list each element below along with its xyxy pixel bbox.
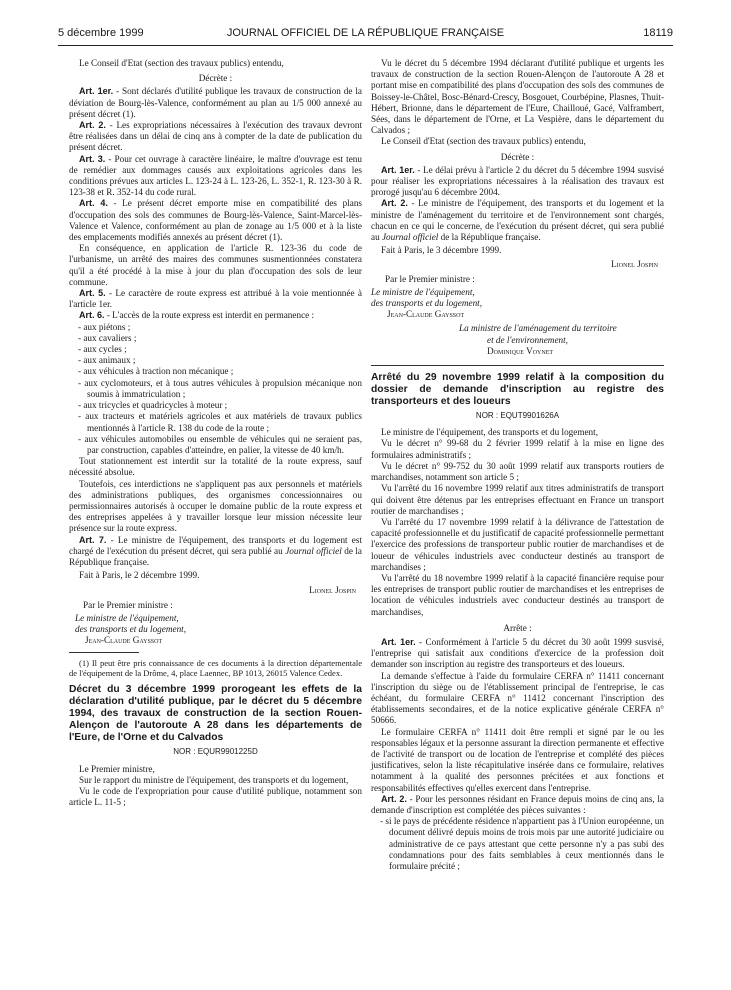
article-text: - Le caractère de route express est attribué à la voie mentionnée à l'article 1er. [69, 288, 362, 310]
article-text: - Le présent décret emporte mise en compatibilité des plans d'occupation des sols des communes de Bourg-lès-Valence, Saint-Marcel-lès-Valence et Valence, conformément au plan de zonage au 1/5 000 et à la liste des emplacements modifiés annexés au présent décret (1). [69, 198, 362, 243]
signature-date: Fait à Paris, le 2 décembre 1999. [79, 570, 200, 581]
article-text: - Conformément à l'article 5 du décret du 30 août 1999 susvisé, l'entreprise qui satisfait aux conditions d'exercice de la profession doit demander son inscription au registre des transporteurs et des loueurs. [371, 636, 664, 670]
journal-name: Journal officiel [285, 545, 342, 556]
list-item: - aux cycles ; [78, 344, 127, 355]
list-item: - aux cavaliers ; [78, 332, 137, 343]
article [69, 120, 362, 154]
list-item: - aux cyclomoteurs, et à tous autres véhicules à propulsion mécanique non soumis à immatriculation ; [78, 377, 362, 399]
list-item: - si le pays de précédente résidence n'appartient pas à l'Union européenne, un document délivré depuis moins de trois mois par une autorité judiciaire ou administrative de ce pays attestant que cette personne n'y a pas subi des condamnations pour des faits semblables à ceux mentionnés dans le formulaire précité ; [380, 816, 664, 871]
paragraph: En conséquence, en application de l'article R. 123-36 du code de l'urbanisme, un arrêté des maires des communes susmentionnées constatera qu'il a été procédé à la mise à jour du plan d'occupation des sols de leur commune. [69, 243, 362, 287]
header-journal-title: JOURNAL OFFICIEL DE LA RÉPUBLIQUE FRANÇAISE [226, 27, 505, 39]
article-text: - Les expropriations nécessaires à l'exécution des travaux devront être réalisées dans un délai de cinq ans à compter de la date de publication du présent décret. [69, 120, 362, 153]
article-label: Art. 2. [381, 793, 407, 804]
article-text: - Sont déclarés d'utilité publique les travaux de construction de la déviation de Bourg-lès-Valence, conformément au plan au 1/5 000 annexé au présent décret (1). [69, 86, 362, 119]
article [69, 198, 362, 243]
paragraph: Le ministre de l'équipement, des transports et du logement, [381, 427, 598, 438]
right-column [371, 58, 664, 872]
paragraph: Tout stationnement est interdit sur la totalité de la route express, sauf nécessité absolue. [69, 456, 362, 478]
minister-title: Le ministre de l'équipement, [371, 286, 475, 297]
paragraph: Sur le rapport du ministre de l'équipement, des transports et du logement, [79, 774, 349, 785]
article-text: - Pour cet ouvrage à caractère linéaire, le maître d'ouvrage est tenu de remédier aux dommages causés aux exploitations agricoles dans les conditions prévues aux articles L. 123-24 à L. 123-26, L. 352-1, R. 123-30 à R. 123-38 et R. 352-14 du code rural. [69, 153, 362, 198]
list-item: - aux véhicules à traction non mécanique ; [78, 366, 234, 377]
article [69, 288, 362, 310]
paragraph: Vu le code de l'expropriation pour cause d'utilité publique, notamment son article L. 11-5 ; [69, 785, 362, 808]
article [69, 535, 362, 569]
article-text: - L'accès de la route express est interdit en permanence : [104, 310, 315, 321]
article [371, 198, 664, 243]
list-item: - aux piétons ; [78, 321, 131, 332]
paragraph: Vu le décret du 5 décembre 1994 déclarant d'utilité publique et urgents les travaux de construction de la section Rouen-Alençon de l'autoroute A 28 et portant mise en compatibilité des plans d'occupation des sols des communes de Boissey-le-Châtel, Bosc-Bénard-Crescy, Bosgouet, Courbépine, Plasnes, Thuit-Hébert, Brionne, dans le département de l'Eure, Chailloué, Gacé, Valframbert, Sées, dans le département de l'Orne, et La Vespière, dans le département du Calvados ; [371, 58, 664, 136]
par-premier-ministre: Par le Premier ministre : [83, 599, 173, 610]
paragraph: Vu l'arrêté du 16 novembre 1999 relatif aux titres administratifs de transport qui doivent être détenus par les entreprises effectuant en France un transport routier de marchandises ; [371, 483, 664, 516]
nor-reference: NOR : EQUR9901225D [173, 747, 258, 757]
decrete-heading: Décrète : [500, 151, 535, 162]
article-label: Art. 7. [79, 534, 107, 545]
article [371, 165, 664, 199]
list-item: - aux véhicules automobiles ou ensemble de véhicules qui ne seraient pas, par construction, capables d'atteindre, en palier, la vitesse de 40 km/h. [78, 433, 362, 455]
header-date: 5 décembre 1999 [58, 27, 144, 39]
article-label: Art. 1er. [381, 164, 415, 175]
minister-title: Le ministre de l'équipement, [75, 612, 179, 623]
paragraph: Vu l'arrêté du 18 novembre 1999 relatif à la capacité financière requise pour les entreprises de transport public routier de marchandises et les entreprises de location de véhicules industriels avec conducteur destinés au transport de marchandises, [371, 572, 664, 617]
minister-title: des transports et du logement, [371, 298, 483, 309]
article-label: Art. 1er. [79, 86, 114, 97]
page-header [58, 27, 673, 43]
article-label: Art. 3. [79, 153, 106, 164]
paragraph: La demande s'effectue à l'aide du formulaire CERFA n° 11411 concernant l'inscription du siège ou de l'établissement principal de l'entreprise, le cas échéant, du formulaire CERFA n° 11412 concernant l'inscription des établissements secondaires, et de la notice explicative générale CERFA n° 50666. [371, 670, 664, 726]
arrete-title: Arrêté du 29 novembre 1999 relatif à la composition du dossier de demande d'inscription au registre des transporteurs et des loueurs [371, 372, 664, 408]
paragraph: Le formulaire CERFA n° 11411 doit être rempli et signé par le ou les responsables légaux et la personne assurant la direction permanente et effective de l'activité de transport ou de location de l'entreprise et complété des pièces justificatives, selon la liste récapitulative insérée dans ce formulaire, relatives notamment à la qualité des personnes précitées et aux fonctions et responsabilités effectives qu'elles exercent dans l'entreprise. [371, 726, 664, 793]
footnote: (1) Il peut être pris connaissance de ces documents à la direction départementale de l'équipement de la Drôme, 4, place Laennec, BP 1013, 26015 Valence Cedex. [69, 658, 362, 679]
minister-title: des transports et du logement, [75, 623, 187, 634]
header-rule [58, 45, 673, 46]
list-item: - aux tracteurs et matériels agricoles et aux matériels de travaux publics mentionnés à l'article R. 138 du code de la route ; [78, 411, 362, 433]
article-text: de la République française. [69, 545, 363, 567]
article-text: - Le délai prévu à l'article 2 du décret du 5 décembre 1994 susvisé pour réaliser les expropriations nécessaires à la réalisation des travaux est prorogé jusqu'au 6 décembre 2004. [371, 164, 664, 198]
article-label: Art. 4. [79, 198, 108, 209]
signature-pm: Lionel Jospin [309, 585, 356, 596]
header-page-number: 18119 [643, 27, 673, 39]
paragraph: Toutefois, ces interdictions ne s'appliquent pas aux personnels et matériels des administrations publiques, des organismes concessionnaires ou permissionnaires autorisés à occuper le domaine public de la route express et des entreprises appelées à y travailler lorsque leur mission nécessite leur présence sur la route express. [69, 478, 362, 534]
article-label: Art. 6. [79, 310, 105, 321]
article-label: Art. 2. [79, 120, 106, 131]
decrete-heading: Décrète : [198, 73, 233, 84]
article [371, 637, 664, 671]
list-item: - aux animaux ; [78, 355, 136, 366]
article [69, 86, 362, 120]
article-text: - Le ministre de l'équipement, des transports et du logement est chargé de l'exécution du présent décret, qui sera publié au [69, 534, 363, 556]
paragraph: Le Conseil d'Etat (section des travaux publics) entendu, [381, 136, 586, 147]
paragraph: Le Conseil d'Etat (section des travaux publics) entendu, [79, 58, 284, 68]
paragraph: Vu le décret n° 99-752 du 30 août 1999 relatif aux transports routiers de marchandises, notamment son article 5 ; [371, 460, 664, 483]
arrete-heading: Arrête : [503, 622, 532, 633]
minister-title: La ministre de l'aménagement du territoire [459, 323, 617, 334]
section-rule [371, 365, 664, 366]
article-text: - Pour les personnes résidant en France depuis moins de cinq ans, la demande d'inscription est complétée des pièces suivantes : [371, 793, 664, 815]
paragraph: Le Premier ministre, [79, 763, 155, 774]
paragraph: Vu le décret n° 99-68 du 2 février 1999 relatif à la mise en ligne des formulaires administratifs ; [371, 438, 664, 460]
signature-minister: Jean-Claude Gayssot [85, 635, 163, 646]
minister-title: et de l'environnement, [487, 334, 568, 345]
list-item: - aux tricycles et quadricycles à moteur ; [78, 400, 228, 411]
signature-minister: Jean-Claude Gayssot [387, 309, 465, 320]
article-text: de la République française. [438, 232, 541, 243]
article-label: Art. 5. [79, 288, 106, 299]
article [371, 794, 664, 816]
left-column [69, 58, 362, 808]
article-label: Art. 2. [381, 198, 408, 209]
decree-title: Décret du 3 décembre 1999 prorogeant les effets de la déclaration d'utilité publique, par le décret du 5 décembre 1994, des travaux de construction de la section Rouen-Alençon de l'autoroute A 28 dans les départements de l'Eure, de l'Orne et du Calvados [69, 684, 362, 744]
paragraph: Vu l'arrêté du 17 novembre 1999 relatif à la délivrance de l'attestation de capacité professionnelle et du justificatif de capacité professionnelle permettant l'exercice des professions de transporteur public routier de marchandises et de loueur de véhicules industriels avec conducteur destinés au transport de marchandises ; [371, 516, 664, 572]
article [69, 154, 362, 199]
journal-name: Journal officiel [381, 232, 439, 243]
signature-date: Fait à Paris, le 3 décembre 1999. [381, 245, 502, 256]
footnote-rule [69, 652, 139, 653]
par-premier-ministre: Par le Premier ministre : [385, 273, 475, 284]
article-label: Art. 1er. [381, 636, 416, 647]
signature-pm: Lionel Jospin [611, 259, 658, 270]
nor-reference: NOR : EQUT9901626A [475, 411, 560, 421]
signature-minister: Dominique Voynet [487, 345, 554, 356]
article [69, 310, 362, 321]
article-text: - Le ministre de l'équipement, des transports et du logement et la ministre de l'aménagement du territoire et de l'environnement sont chargés, chacun en ce qui le concerne, de l'exécution du présent décret, qui sera publié au [371, 198, 664, 243]
